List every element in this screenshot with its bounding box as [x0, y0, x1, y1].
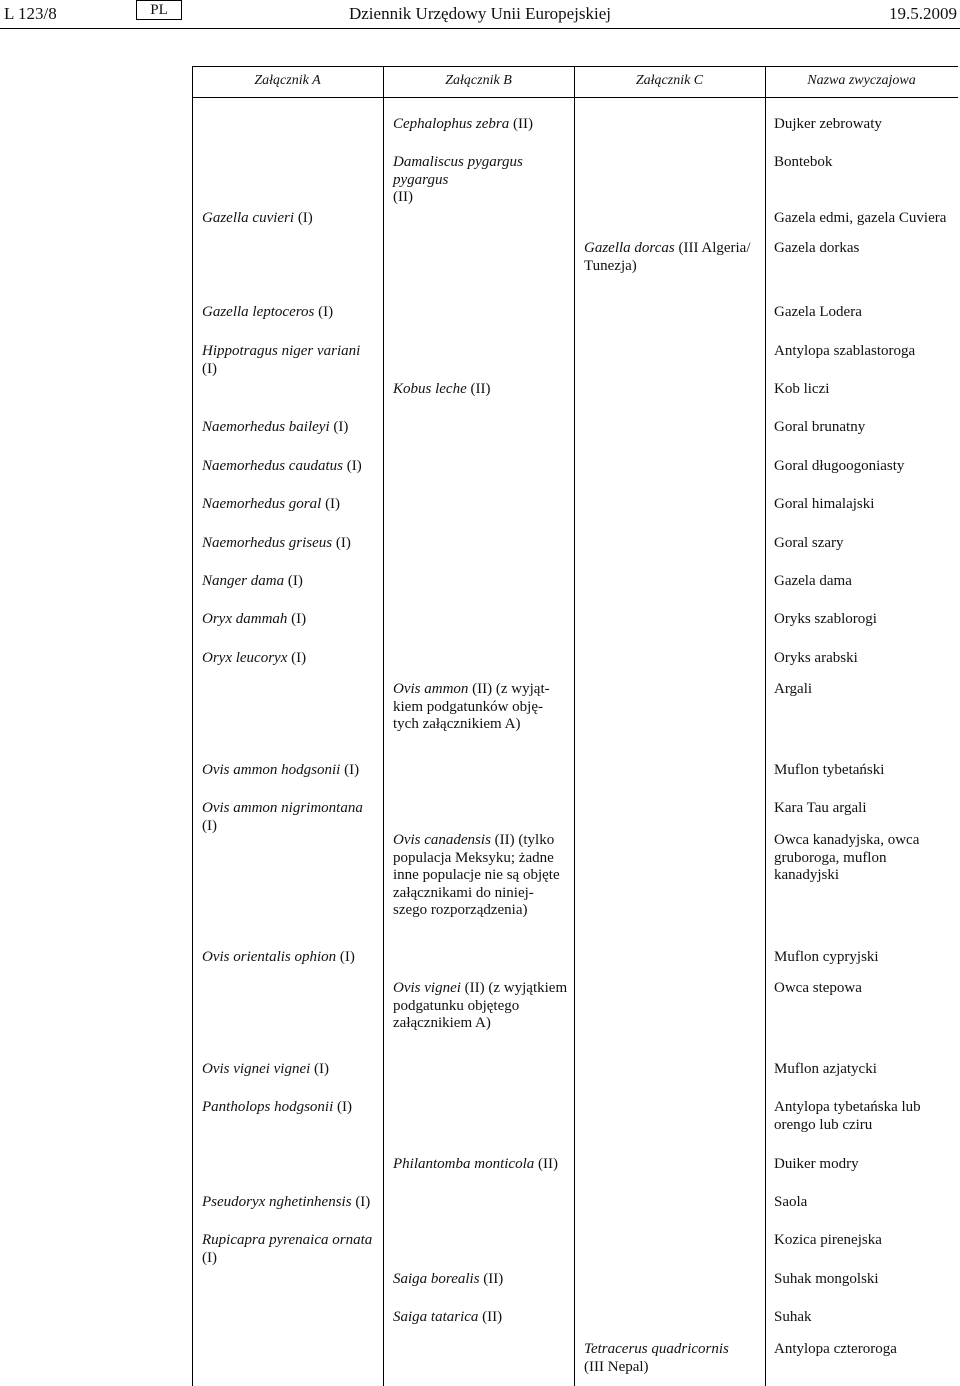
column-divider: [383, 66, 384, 1386]
common-name-cell: [774, 611, 954, 629]
common-name-cell: [774, 116, 954, 134]
scientific-name: Naemorhedus caudatus: [202, 458, 343, 474]
common-name-cell: [774, 762, 954, 780]
scientific-name: Rupicapra pyrenaica ornata: [202, 1232, 373, 1248]
scientific-name: Damaliscus pygargus pygargus: [393, 154, 523, 188]
annex-a-cell: [202, 419, 374, 437]
listing-note: (I): [294, 210, 313, 226]
annex-b-cell: [393, 154, 569, 207]
annex-b-cell: [393, 832, 569, 920]
common-name-cell: [774, 419, 954, 437]
listing-note: Duiker modry: [774, 1156, 859, 1172]
common-name-cell: [774, 1232, 954, 1250]
annex-b-cell: [393, 381, 569, 399]
common-name-cell: [774, 1099, 954, 1134]
listing-note: Antylopa szablastoroga: [774, 343, 916, 359]
listing-note: (I): [336, 949, 355, 965]
listing-note: Muflon azjatycki: [774, 1061, 877, 1077]
annex-b-cell: [393, 980, 569, 1033]
listing-note: (I): [287, 650, 307, 666]
scientific-name: Naemorhedus griseus: [202, 535, 333, 551]
common-name-cell: [774, 650, 954, 668]
listing-note: Goral himalajski: [774, 496, 875, 512]
scientific-name: Ovis orientalis ophion: [202, 949, 337, 965]
annex-a-cell: [202, 573, 374, 591]
common-name-cell: [774, 304, 954, 322]
listing-note: (II) (z wyjąt- kiem podgatunków obję- tych załącznikiem A): [393, 681, 550, 732]
listing-note: (I): [202, 360, 217, 377]
listing-note: Gazela dama: [774, 573, 852, 589]
listing-note: Dujker zebrowaty: [774, 116, 882, 132]
listing-note: (II) (tylko populacja Meksyku; żadne inne populacje nie są objęte załącznikami do niniej- szego rozporządzenia): [393, 832, 560, 918]
listing-note: (II): [534, 1156, 558, 1172]
scientific-name: Ovis ammon nigrimontana: [202, 800, 363, 816]
scientific-name: Ovis ammon hodgsonii: [202, 762, 341, 778]
listing-note: (I): [340, 762, 360, 778]
listing-note: (II): [393, 189, 413, 205]
scientific-name: Oryx leucoryx: [202, 650, 288, 666]
annex-a-cell: [202, 762, 374, 780]
column-divider: [765, 66, 766, 1386]
common-name-cell: [774, 949, 954, 967]
listing-note: Antylopa czteroroga: [774, 1341, 897, 1357]
listing-note: (I): [342, 458, 362, 474]
annex-a-cell: [202, 343, 374, 378]
listing-note: Goral brunatny: [774, 419, 866, 435]
listing-note: Bontebok: [774, 154, 833, 170]
annex-a-cell: [202, 496, 374, 514]
listing-note: Suhak mongolski: [774, 1271, 879, 1287]
scientific-name: Oryx dammah: [202, 611, 288, 627]
common-name-cell: [774, 458, 954, 476]
page-reference: L 123/8: [4, 4, 57, 23]
annex-a-cell: [202, 1232, 374, 1267]
listing-note: (I): [202, 1249, 217, 1266]
listing-note: (I): [202, 817, 217, 834]
listing-note: (III Nepal): [584, 1358, 649, 1375]
annex-b-cell: [393, 1309, 569, 1327]
listing-note: (I): [333, 1099, 353, 1115]
common-name-cell: [774, 240, 954, 258]
scientific-name: Tetracerus quadricornis: [584, 1341, 729, 1357]
annex-b-cell: [393, 116, 569, 134]
annex-c-cell: [584, 1341, 760, 1376]
scientific-name: Ovis ammon: [393, 681, 469, 697]
column-header-common-name: Nazwa zwyczajowa: [807, 73, 916, 88]
annex-a-cell: [202, 210, 374, 228]
annex-a-cell: [202, 1194, 374, 1212]
scientific-name: Nanger dama: [202, 573, 285, 589]
annex-table: [192, 66, 958, 1386]
column-header-annex-c: Załącznik C: [635, 73, 704, 88]
listing-note: Gazela edmi, gazela Cuviera: [774, 210, 947, 226]
column-header-annex-b: Załącznik B: [445, 73, 512, 88]
common-name-cell: [774, 980, 954, 998]
listing-note: (II): [479, 1271, 504, 1287]
annex-b-cell: [393, 1271, 569, 1289]
header-rule: [0, 28, 960, 29]
listing-note: Muflon cypryjski: [774, 949, 879, 965]
annex-a-cell: [202, 1099, 374, 1117]
scientific-name: Gazella dorcas: [584, 240, 675, 256]
annex-a-cell: [202, 650, 374, 668]
listing-note: Goral długoogoniasty: [774, 458, 905, 474]
publication-date: 19.5.2009: [889, 4, 957, 23]
common-name-cell: [774, 1061, 954, 1079]
listing-note: Gazela dorkas: [774, 240, 860, 256]
listing-note: Antylopa tybetańska lub orengo lub cziru: [774, 1099, 921, 1133]
annex-a-cell: [202, 611, 374, 629]
common-name-cell: [774, 1341, 954, 1359]
listing-note: Saola: [774, 1194, 808, 1210]
listing-note: (I): [329, 419, 349, 435]
scientific-name: Naemorhedus goral: [202, 496, 322, 512]
listing-note: (II) (z wyjątkiem podgatunku objętego załącznikiem A): [393, 980, 568, 1031]
column-divider: [574, 66, 575, 1386]
listing-note: (I): [321, 496, 341, 512]
listing-note: (I): [332, 535, 351, 551]
listing-note: (I): [287, 611, 307, 627]
table-header: [192, 66, 958, 98]
listing-note: (I): [310, 1061, 330, 1077]
scientific-name: Saiga tatarica: [393, 1309, 479, 1325]
common-name-cell: [774, 832, 954, 885]
listing-note: Oryks arabski: [774, 650, 858, 666]
common-name-cell: [774, 681, 954, 699]
scientific-name: Pseudoryx nghetinhensis: [202, 1194, 352, 1210]
annex-a-cell: [202, 535, 374, 553]
annex-b-cell: [393, 1156, 569, 1174]
annex-b-cell: [393, 681, 569, 734]
common-name-cell: [774, 343, 954, 361]
scientific-name: Naemorhedus baileyi: [202, 419, 330, 435]
listing-note: (II): [478, 1309, 503, 1325]
listing-note: (II): [509, 116, 533, 132]
scientific-name: Pantholops hodgsonii: [202, 1099, 334, 1115]
listing-note: (I): [314, 304, 334, 320]
scientific-name: Cephalophus zebra: [393, 116, 510, 132]
listing-note: Kob liczi: [774, 381, 830, 397]
common-name-cell: [774, 1156, 954, 1174]
language-code-box: PL: [136, 0, 182, 20]
annex-a-cell: [202, 1061, 374, 1079]
listing-note: Goral szary: [774, 535, 844, 551]
common-name-cell: [774, 573, 954, 591]
scientific-name: Gazella cuvieri: [202, 210, 295, 226]
common-name-cell: [774, 1271, 954, 1289]
common-name-cell: [774, 210, 954, 228]
annex-a-cell: [202, 800, 374, 835]
annex-c-cell: [584, 240, 760, 275]
page-header: [0, 0, 960, 28]
scientific-name: Ovis canadensis: [393, 832, 491, 848]
scientific-name: Hippotragus niger variani: [202, 343, 361, 359]
listing-note: (I): [351, 1194, 371, 1210]
column-divider: [192, 66, 193, 1386]
common-name-cell: [774, 800, 954, 818]
listing-note: Oryks szablorogi: [774, 611, 877, 627]
scientific-name: Saiga borealis: [393, 1271, 480, 1287]
listing-note: Gazela Lodera: [774, 304, 862, 320]
listing-note: Argali: [774, 681, 813, 697]
scientific-name: Philantomba monticola: [393, 1156, 535, 1172]
listing-note: Muflon tybetański: [774, 762, 885, 778]
listing-note: (I): [284, 573, 303, 589]
common-name-cell: [774, 381, 954, 399]
common-name-cell: [774, 1309, 954, 1327]
listing-note: Owca stepowa: [774, 980, 862, 996]
scientific-name: Gazella leptoceros: [202, 304, 315, 320]
listing-note: Kara Tau argali: [774, 800, 867, 816]
scientific-name: Kobus leche: [393, 381, 467, 397]
annex-a-cell: [202, 949, 374, 967]
listing-note: Owca kanadyjska, owca gruboroga, muflon kanadyjski: [774, 832, 920, 883]
scientific-name: Ovis vignei vignei: [202, 1061, 311, 1077]
journal-title: Dziennik Urzędowy Unii Europejskiej: [348, 4, 611, 23]
scientific-name: Ovis vignei: [393, 980, 461, 996]
listing-note: Kozica pirenejska: [774, 1232, 882, 1248]
listing-note: (III Algeria/ Tunezja): [584, 240, 751, 274]
common-name-cell: [774, 154, 954, 172]
common-name-cell: [774, 496, 954, 514]
annex-a-cell: [202, 304, 374, 322]
listing-note: (II): [466, 381, 491, 397]
listing-note: Suhak: [774, 1309, 812, 1325]
annex-a-cell: [202, 458, 374, 476]
common-name-cell: [774, 535, 954, 553]
common-name-cell: [774, 1194, 954, 1212]
column-header-annex-a: Załącznik A: [254, 73, 321, 88]
